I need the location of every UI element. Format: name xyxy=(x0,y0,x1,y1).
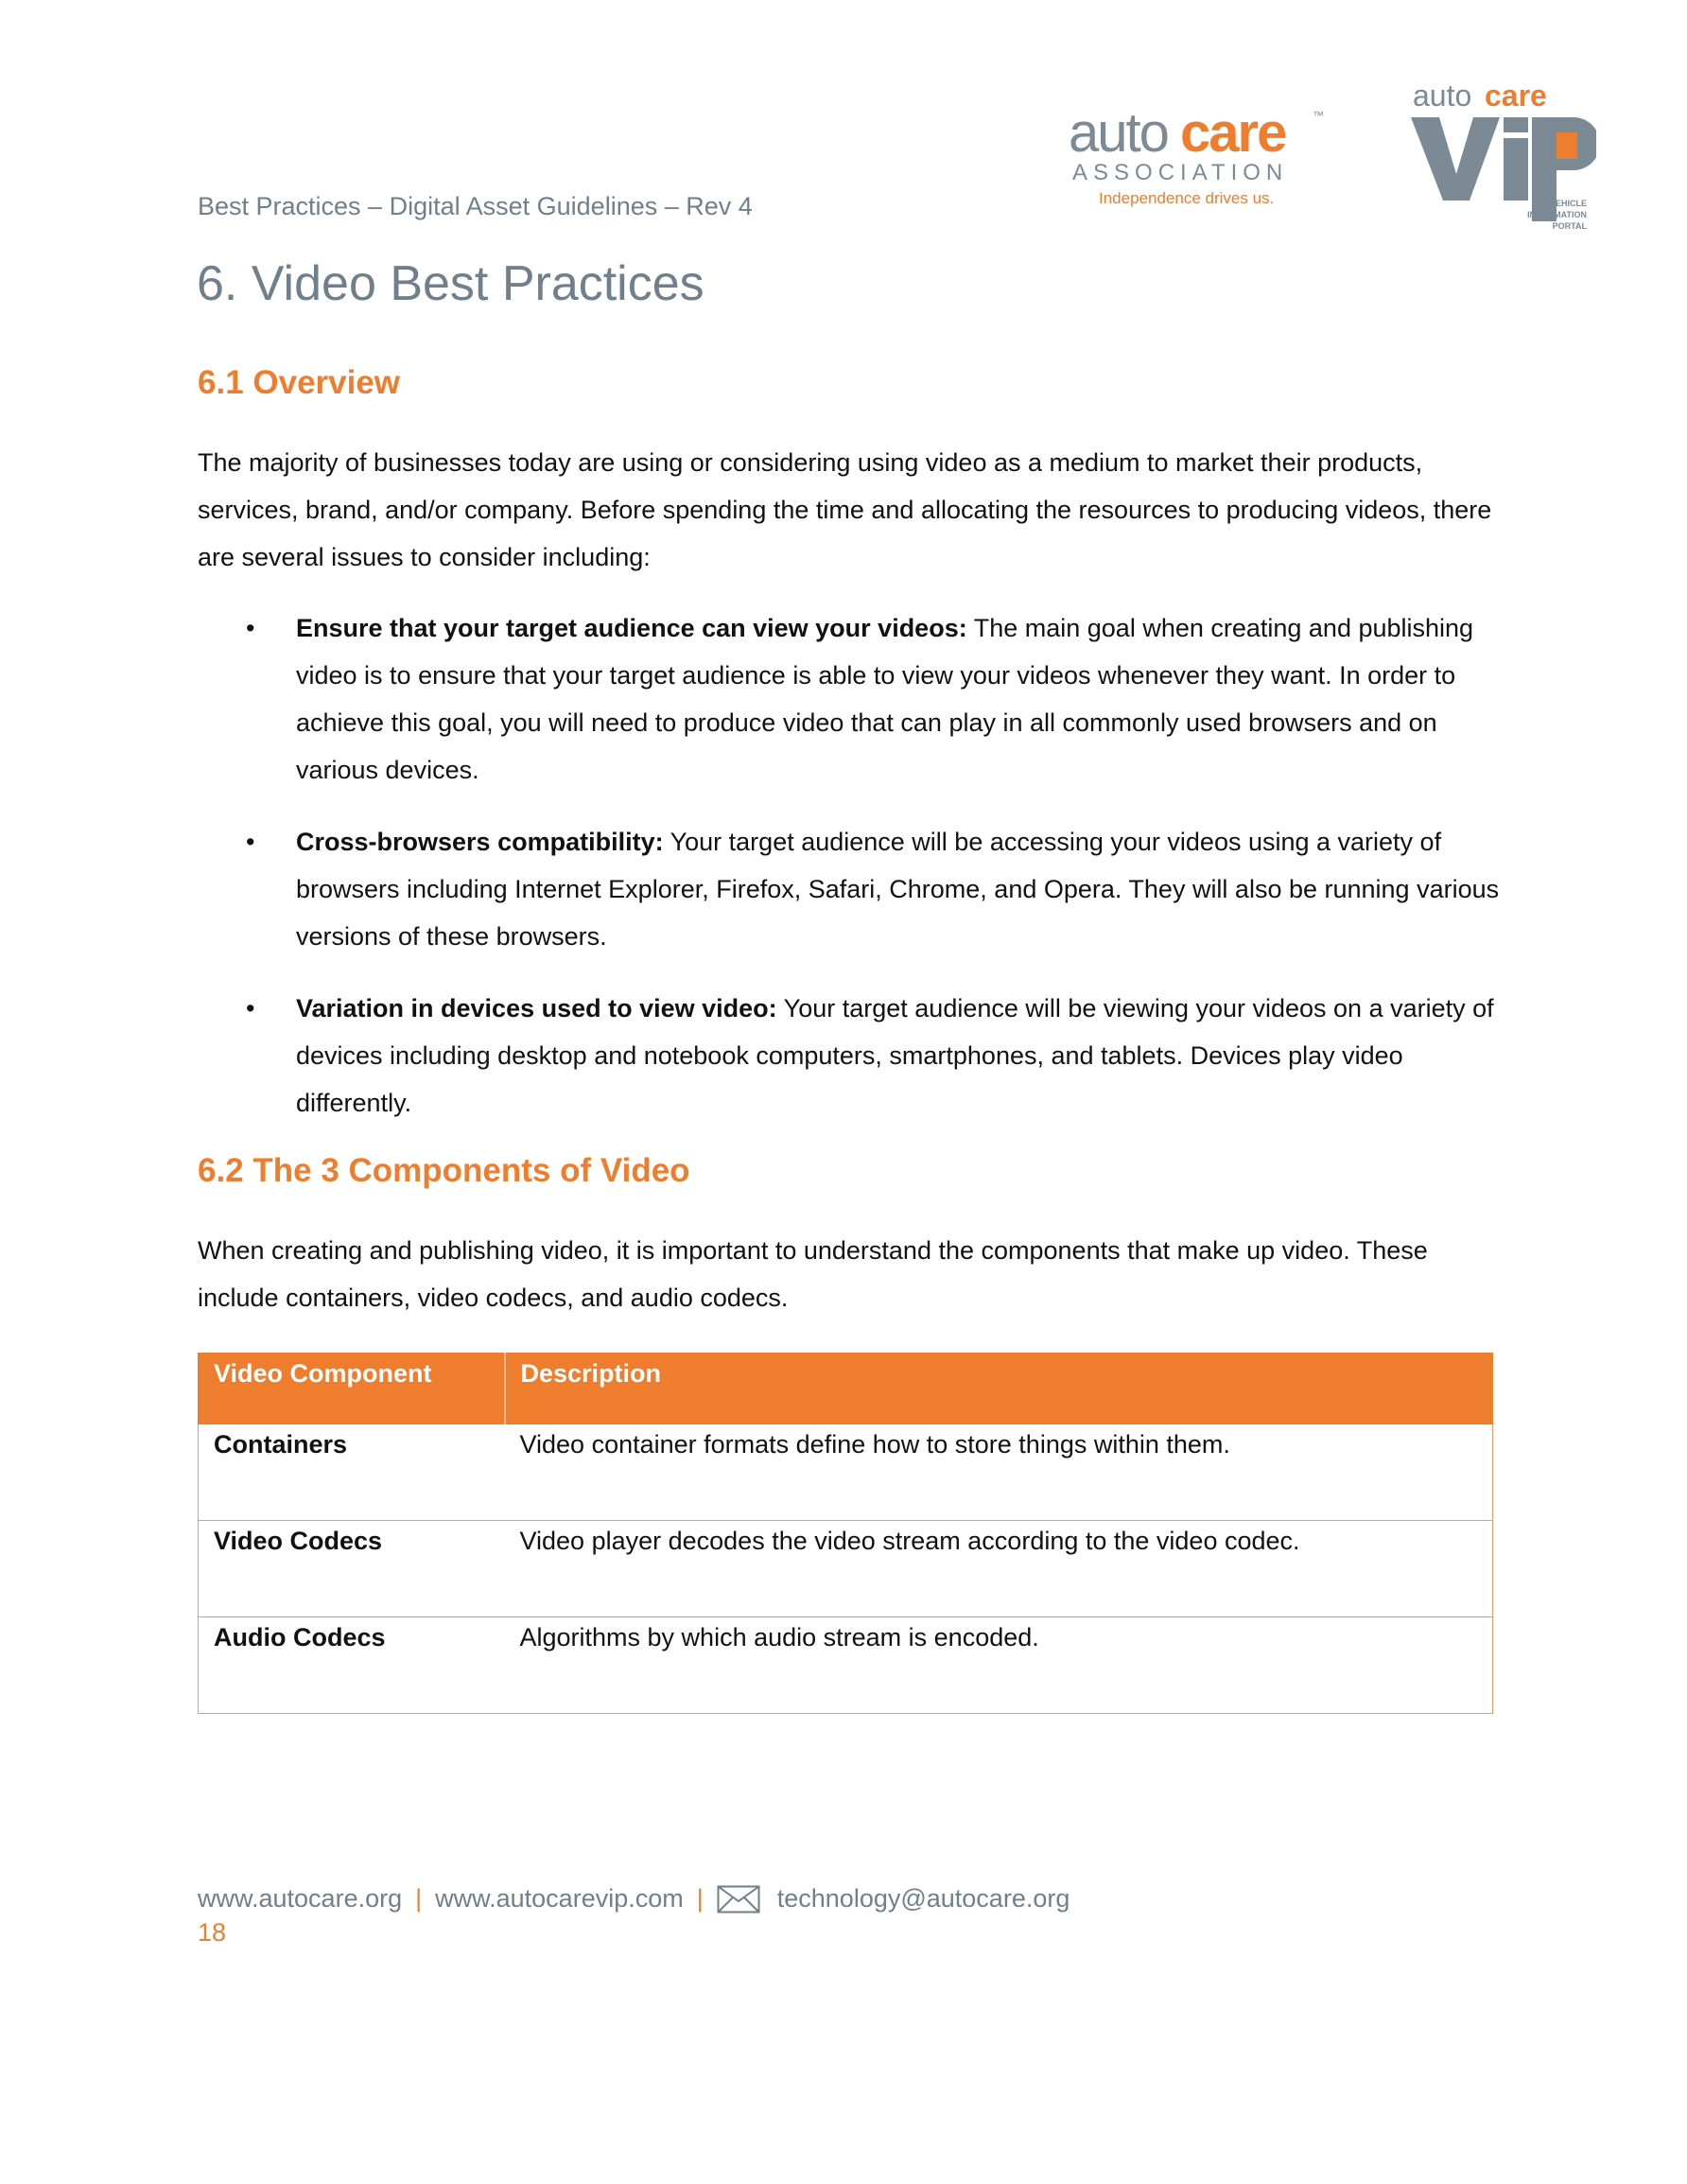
table-cell-component: Audio Codecs xyxy=(199,1617,505,1714)
bullet-dot-icon: • xyxy=(246,614,255,642)
page-title: 6. Video Best Practices xyxy=(197,256,704,311)
table-row xyxy=(199,1424,1493,1521)
vip-v-mark xyxy=(1411,117,1500,201)
envelope-icon xyxy=(717,1885,760,1913)
document-header-title: Best Practices – Digital Asset Guidelines – Rev 4 xyxy=(198,192,753,220)
autocare-association-logo xyxy=(1069,102,1333,212)
logo-association-text: ASSOCIATION xyxy=(1072,160,1289,185)
page-footer xyxy=(198,1884,1070,1913)
vip-logo-auto-text: auto xyxy=(1413,79,1472,113)
bullet-item-devices xyxy=(246,985,1513,1127)
overview-heading: 6.1 Overview xyxy=(198,364,401,401)
table-cell-component: Containers xyxy=(199,1424,505,1521)
bullet-bold-label: Variation in devices used to view video: xyxy=(296,994,777,1022)
logo-care-text: care xyxy=(1180,102,1286,164)
table-cell-description: Algorithms by which audio stream is encoded. xyxy=(505,1617,1493,1714)
vip-i-stem-mark xyxy=(1504,138,1528,201)
table-row xyxy=(199,1521,1493,1617)
bullet-body-text: Your target audience will be accessing your videos using a variety of browsers including Internet Explorer, Firefox, Safari, Chrome, and Opera. They will also be running various versions of these browsers. xyxy=(296,828,1500,951)
table-cell-description: Video container formats define how to store things within them. xyxy=(505,1424,1493,1521)
logo-tagline-text: Independence drives us. xyxy=(1099,189,1275,207)
components-intro-paragraph: When creating and publishing video, it is important to understand the components that make up video. These include containers, video codecs, and audio codecs. xyxy=(198,1236,1428,1312)
vip-line3-text: PORTAL xyxy=(1552,221,1587,231)
table-row xyxy=(199,1617,1493,1714)
bullet-body-text: The main goal when creating and publishing video is to ensure that your target audience is able to view your videos whenever they want. In order to achieve this goal, you will need to produce video that can play in all commonly used browsers and on various devices. xyxy=(296,614,1474,784)
logo-auto-text: auto xyxy=(1069,102,1168,164)
components-heading: 6.2 The 3 Components of Video xyxy=(198,1152,690,1189)
vip-i-dot-mark xyxy=(1504,117,1528,132)
footer-link-autocare[interactable]: www.autocare.org xyxy=(198,1884,403,1913)
bullet-item-browsers xyxy=(246,818,1513,960)
bullet-dot-icon: • xyxy=(246,828,255,856)
bullet-bold-label: Cross-browsers compatibility: xyxy=(296,828,664,856)
vip-line1-text: VEHICLE xyxy=(1549,199,1587,208)
overview-intro-paragraph: The majority of businesses today are using or considering using video as a medium to market their products, services, brand, and/or company. Before spending the time and allocating the resources to producing videos, there are several issues to consider including: xyxy=(198,448,1492,571)
table-header-row xyxy=(199,1354,1493,1424)
table-header-description: Description xyxy=(505,1354,1493,1424)
page-number: 18 xyxy=(198,1918,227,1947)
table-cell-description: Video player decodes the video stream according to the video codec. xyxy=(505,1521,1493,1617)
bullet-body-text: Your target audience will be viewing your videos on a variety of devices including desktop and notebook computers, smartphones, and tablets. Devices play video differently. xyxy=(296,994,1494,1117)
footer-separator: | xyxy=(415,1884,423,1913)
footer-link-autocarevip[interactable]: www.autocarevip.com xyxy=(435,1884,684,1913)
table-cell-component: Video Codecs xyxy=(199,1521,505,1617)
video-components-table xyxy=(198,1353,1493,1714)
footer-separator: | xyxy=(696,1884,704,1913)
logo-tm-text: ™ xyxy=(1313,109,1324,122)
vip-p-accent-mark xyxy=(1557,132,1577,159)
footer-email-link[interactable]: technology@autocare.org xyxy=(776,1884,1070,1913)
vip-line2-text: INFORMATION xyxy=(1527,210,1587,219)
bullet-item-audience xyxy=(246,604,1513,794)
bullet-dot-icon: • xyxy=(246,994,255,1022)
vip-logo-care-text: care xyxy=(1485,79,1547,113)
bullet-bold-label: Ensure that your target audience can view your videos: xyxy=(296,614,967,642)
autocare-vip-logo xyxy=(1407,79,1596,240)
table-header-component: Video Component xyxy=(199,1354,505,1424)
